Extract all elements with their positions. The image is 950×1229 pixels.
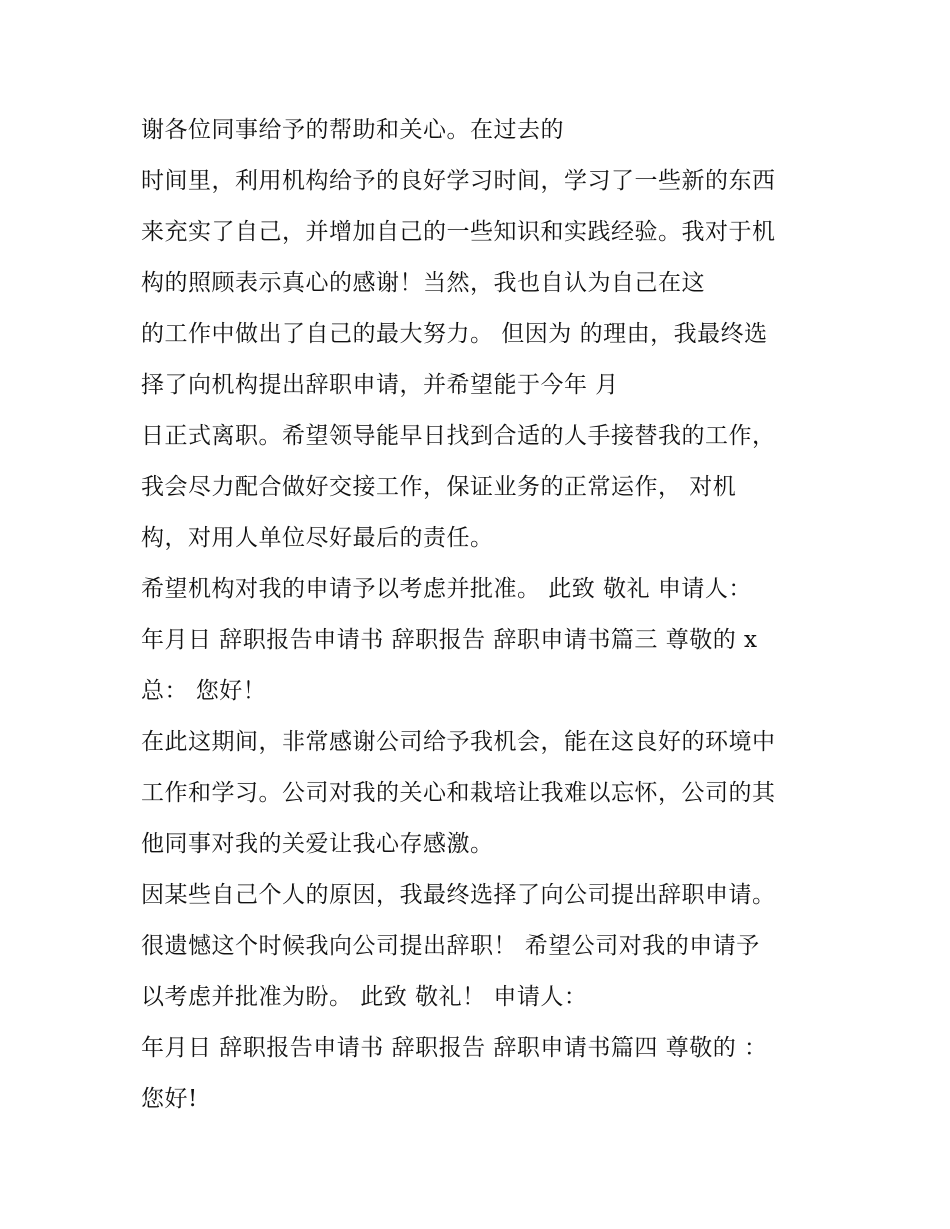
text-line: 年月日 辞职报告申请书 辞职报告 辞职申请书篇四 尊敬的 ： <box>141 1035 768 1061</box>
text-line: 的工作中做出了自己的最大努力。 但因为 的理由，我最终选 <box>141 321 768 347</box>
text-line: 您好! <box>141 1086 198 1112</box>
text-line: 总： 您好！ <box>141 678 267 704</box>
text-line: 日正式离职。希望领导能早日找到合适的人手接替我的工作， <box>141 423 776 449</box>
text-line: 时间里，利用机构给予的良好学习时间，学习了一些新的东西 <box>141 168 776 194</box>
text-line: 构的照顾表示真心的感谢！当然，我也自认为自己在这 <box>141 270 705 296</box>
text-line: 我会尽力配合做好交接工作，保证业务的正常运作， 对机 <box>141 474 737 500</box>
text-line: 他同事对我的关爱让我心存感激。 <box>141 831 494 857</box>
text-line: 择了向机构提出辞职申请，并希望能于今年 月 <box>141 372 619 398</box>
text-line: 年月日 辞职报告申请书 辞职报告 辞职申请书篇三 尊敬的 x <box>141 627 758 653</box>
text-line: 构，对用人单位尽好最后的责任。 <box>141 525 494 551</box>
text-line: 很遗憾这个时候我向公司提出辞职！ 希望公司对我的申请予 <box>141 933 760 959</box>
text-line: 希望机构对我的申请予以考虑并批准。 此致 敬礼 申请人： <box>141 576 752 602</box>
text-line: 工作和学习。公司对我的关心和栽培让我难以忘怀，公司的其 <box>141 780 776 806</box>
document-body <box>141 105 831 1125</box>
text-line: 因某些自己个人的原因，我最终选择了向公司提出辞职申请。 <box>141 882 776 908</box>
text-line: 以考虑并批准为盼。 此致 敬礼！ 申请人： <box>141 984 588 1010</box>
text-line: 谢各位同事给予的帮助和关心。在过去的 <box>141 117 564 143</box>
text-line: 在此这期间，非常感谢公司给予我机会，能在这良好的环境中 <box>141 729 776 755</box>
text-line: 来充实了自己，并增加自己的一些知识和实践经验。我对于机 <box>141 219 776 245</box>
